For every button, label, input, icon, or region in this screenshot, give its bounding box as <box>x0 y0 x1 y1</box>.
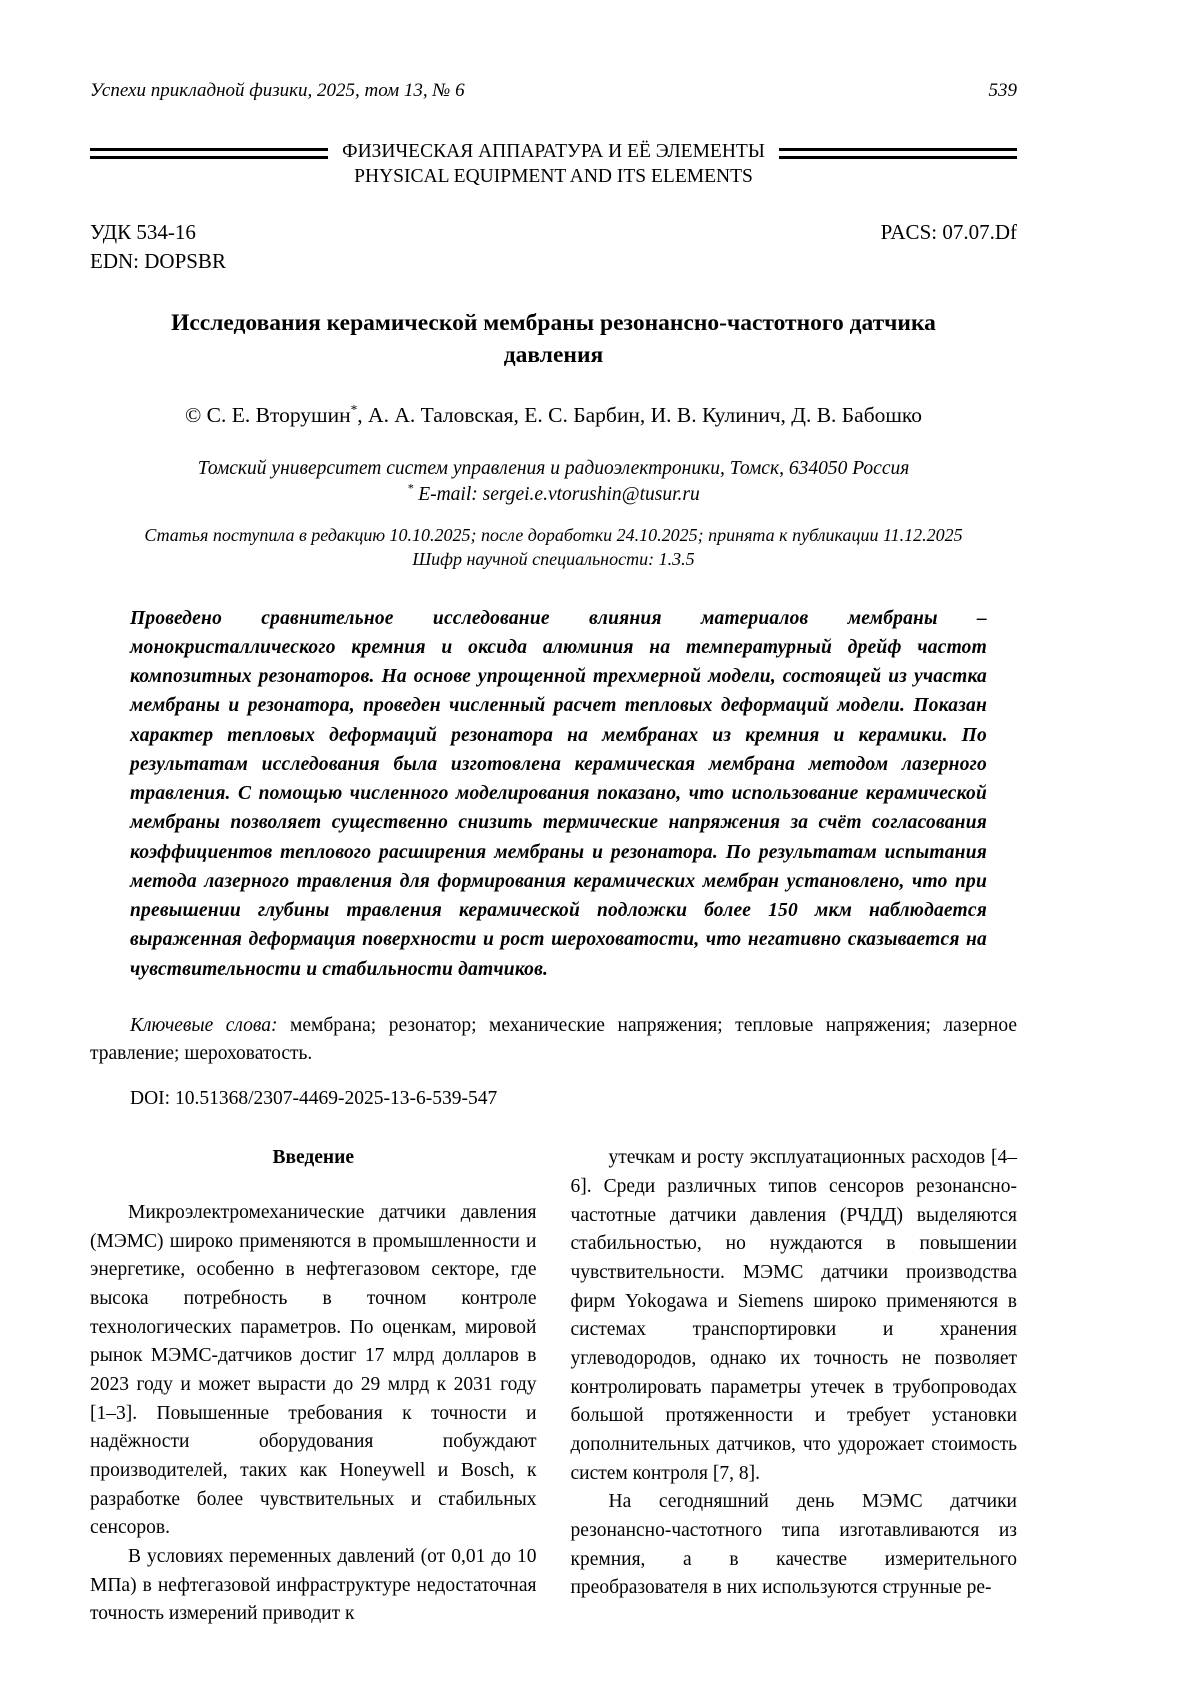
pacs-code: PACS: 07.07.Df <box>880 219 1017 244</box>
paragraph: На сегодняшний день МЭМС датчики резонансно-частотного типа изготавливаются из кремния, а в качестве измерительного преобразователя в них используются струнные ре- <box>570 1491 1017 1599</box>
keywords-text: мембрана; резонатор; механические напряжения; тепловые напряжения; лазерное травление; шероховатость. <box>90 1014 1017 1065</box>
column-right <box>571 1144 1018 1629</box>
column-left <box>90 1144 537 1629</box>
article-history <box>90 523 1017 572</box>
running-head <box>90 80 1017 102</box>
authors-line <box>90 403 1017 428</box>
paragraph: утечкам и росту эксплуатационных расходов [4–6]. Среди различных типов сенсоров резонансно-частотные датчики давления (РЧДД) выделяются стабильностью, но нуждаются в повышении чувствительности. МЭМС датчики производства фирм Yokogawa и Siemens широко применяются в системах транспортировки и хранения углеводородов, однако их точность не позволяет контролировать параметры утечек в трубопроводах большой протяженности и требует установки дополнительных датчиков, что удорожает стоимость систем контроля [7, 8]. <box>570 1147 1017 1484</box>
abstract: Проведено сравнительное исследование влияния материалов мембраны – монокристаллического кремния и оксида алюминия на температурный дрейф частот композитных резонаторов. На основе упрощенной трехмерной модели, состоящей из участка мембраны и резонатора, проведен численный расчет тепловых деформаций модели. Показан характер тепловых деформаций резонатора на мембранах из кремния и керамики. По результатам исследования была изготовлена керамическая мембрана методом лазерного травления. С помощью численного моделирования показано, что использование керамической мембраны позволяет существенно снизить термические напряжения за счёт согласования коэффициентов теплового расширения мембраны и резонатора. По результатам испытания метода лазерного травления для формирования керамических мембран установлено, что при превышении глубины травления керамической подложки более 150 мкм наблюдается выраженная деформация поверхности и рост шероховатости, что негативно сказывается на чувствительности и стабильности датчиков. <box>130 607 987 980</box>
specialty-line: Шифр научной специальности: 1.3.5 <box>412 549 695 570</box>
page-number: 539 <box>988 80 1017 101</box>
section-title-en: PHYSICAL EQUIPMENT AND ITS ELEMENTS <box>354 165 753 187</box>
classification-row <box>90 220 1017 245</box>
email-line <box>90 482 1017 507</box>
email-asterisk: * <box>407 481 414 496</box>
keywords <box>90 1012 1017 1069</box>
banner-rule-left <box>90 148 328 159</box>
paragraph: В условиях переменных давлений (от 0,01 до 10 МПа) в нефтегазовой инфраструктуре недостаточная точность измерений приводит к <box>90 1545 537 1625</box>
journal-reference: Успехи прикладной физики, 2025, том 13, № 6 <box>90 80 465 101</box>
author-first: © С. Е. Вторушин <box>184 403 351 428</box>
edn-code: EDN: DOPSBR <box>90 248 226 273</box>
author-asterisk: * <box>350 402 358 418</box>
email-text: E-mail: sergei.e.vtorushin@tusur.ru <box>413 483 700 505</box>
section-title-ru: ФИЗИЧЕСКАЯ АППАРАТУРА И ЕЁ ЭЛЕМЕНТЫ <box>342 141 765 162</box>
section-banner <box>90 140 1017 190</box>
authors-rest: , А. А. Таловская, Е. С. Барбин, И. В. Кулинич, Д. В. Бабошко <box>357 403 923 428</box>
udk-code: УДК 534-16 <box>90 219 196 244</box>
keywords-label: Ключевые слова: <box>130 1014 278 1036</box>
intro-heading: Введение <box>272 1147 355 1169</box>
received-line: Статья поступила в редакцию 10.10.2025; после доработки 24.10.2025; принята к публикации 11.12.2025 <box>144 525 963 546</box>
paragraph: Микроэлектромеханические датчики давления (МЭМС) широко применяются в промышленности и энергетике, особенно в нефтегазовом секторе, где высока потребность в точном контроле технологических параметров. По оценкам, мировой рынок МЭМС-датчиков достиг 17 млрд долларов в 2023 году и может вырасти до 29 млрд к 2031 году [1–3]. Повышенные требования к точности и надёжности оборудования побуждают производителей, таких как Honeywell и Bosch, к разработке более чувствительных и стабильных сенсоров. <box>90 1202 537 1539</box>
banner-rule-right <box>779 148 1017 159</box>
affiliation: Томский университет систем управления и радиоэлектроники, Томск, 634050 Россия <box>197 458 910 480</box>
section-banner-text <box>328 140 779 190</box>
body-columns <box>90 1144 1017 1629</box>
doi: DOI: 10.51368/2307-4469-2025-13-6-539-547 <box>130 1088 498 1110</box>
article-title: Исследования керамической мембраны резонансно-частотного датчика давления <box>171 309 936 368</box>
